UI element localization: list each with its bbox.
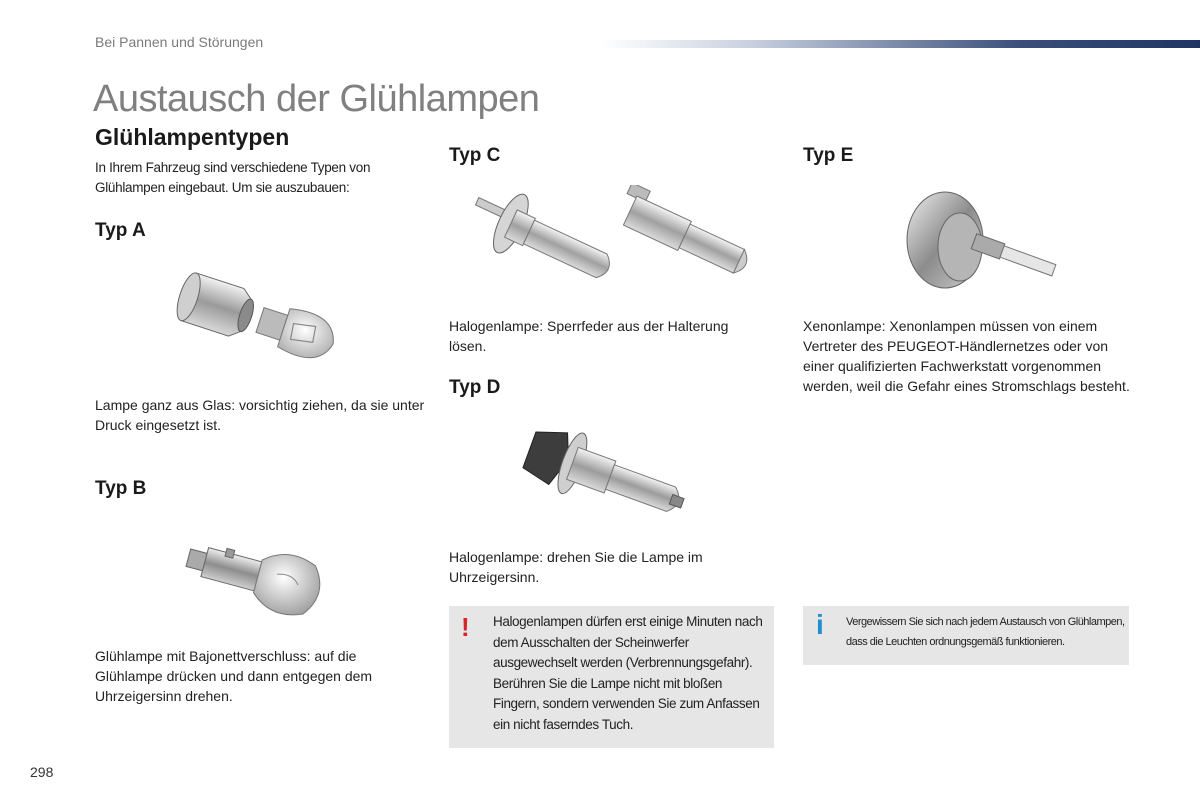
info-icon: i xyxy=(816,609,824,640)
header-bar xyxy=(600,40,1200,48)
bulb-type-c-illustration xyxy=(465,185,765,310)
type-a-heading: Typ A xyxy=(95,220,146,241)
type-b-description: Glühlampe mit Bajonettverschluss: auf die Glühlampe drücken und dann entgegen dem Uhrzeigersinn drehen. xyxy=(95,648,373,704)
section-title: Glühlampentypen xyxy=(95,124,290,150)
type-c-description: Halogenlampe: Sperrfeder aus der Halterung lösen. xyxy=(449,318,729,354)
bulb-type-e-illustration xyxy=(890,185,1060,305)
header-section-label: Bei Pannen und Störungen xyxy=(95,34,264,50)
type-d-description: Halogenlampe: drehen Sie die Lampe im Uhrzeigersinn. xyxy=(449,549,703,585)
info-text: Vergewissern Sie sich nach jedem Austausch von Glühlampen, dass die Leuchten ordnungsgemäß funktionieren. xyxy=(846,616,1125,648)
bulb-type-a-illustration xyxy=(165,265,355,375)
page-number: 298 xyxy=(30,764,54,780)
warning-text: Halogenlampen dürfen erst einige Minuten nach dem Ausschalten der Scheinwerfer ausgewechselt werden (Verbrennungsgefahr). Berühren Sie die Lampe nicht mit bloßen Fingern, sondern verwenden Sie zum Anfassen ein nicht faserndes Tuch. xyxy=(493,614,763,732)
type-a-description: Lampe ganz aus Glas: vorsichtig ziehen, da sie unter Druck eingesetzt ist. xyxy=(95,397,425,433)
bulb-type-b-illustration xyxy=(180,530,340,630)
intro-text: In Ihrem Fahrzeug sind verschiedene Typen von Glühlampen eingebaut. Um sie auszubauen: xyxy=(95,160,371,195)
bulb-type-d-illustration xyxy=(515,420,705,535)
type-c-heading: Typ C xyxy=(449,145,501,166)
type-e-heading: Typ E xyxy=(803,145,854,166)
type-e-description: Xenonlampe: Xenonlampen müssen von einem Vertreter des PEUGEOT-Händlernetzes oder von einer qualifizierten Fachwerkstatt vorgenommen werden, weil die Gefahr eines Stromschlags besteht. xyxy=(803,318,1130,394)
exclamation-icon: ! xyxy=(461,612,470,642)
page-title: Austausch der Glühlampen xyxy=(93,78,540,120)
type-d-heading: Typ D xyxy=(449,377,501,398)
type-b-heading: Typ B xyxy=(95,478,147,499)
